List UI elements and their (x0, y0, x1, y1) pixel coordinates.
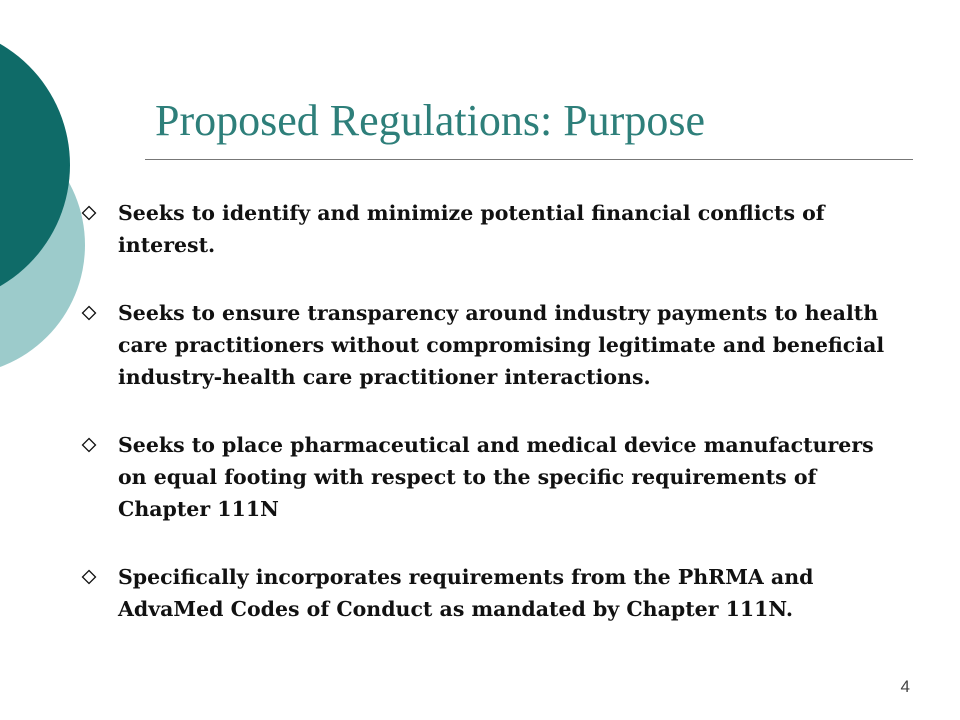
bullet-text: Specifically incorporates requirements from the PhRMA and AdvaMed Codes of Conduct as mandated by Chapter 111N. (118, 565, 814, 621)
bullet-text: Seeks to identify and minimize potential financial conflicts of interest. (118, 201, 825, 257)
bullet-item (78, 429, 898, 525)
hollow-diamond-icon (81, 305, 97, 321)
hollow-diamond-icon (81, 437, 97, 453)
bullet-item (78, 197, 898, 261)
bullet-text: Seeks to place pharmaceutical and medical device manufacturers on equal footing with respect to the specific requirements of Chapter 111N (118, 433, 874, 521)
title-divider (145, 159, 913, 160)
slide-title: Proposed Regulations: Purpose (155, 96, 705, 145)
hollow-diamond-icon (81, 569, 97, 585)
hollow-diamond-icon (81, 205, 97, 221)
bullet-list (78, 197, 898, 625)
bullet-text: Seeks to ensure transparency around industry payments to health care practitioners without compromising legitimate and beneficial industry-health care practitioner interactions. (118, 301, 885, 389)
bullet-item (78, 561, 898, 625)
page-number: 4 (900, 677, 910, 696)
bullet-item (78, 297, 898, 393)
